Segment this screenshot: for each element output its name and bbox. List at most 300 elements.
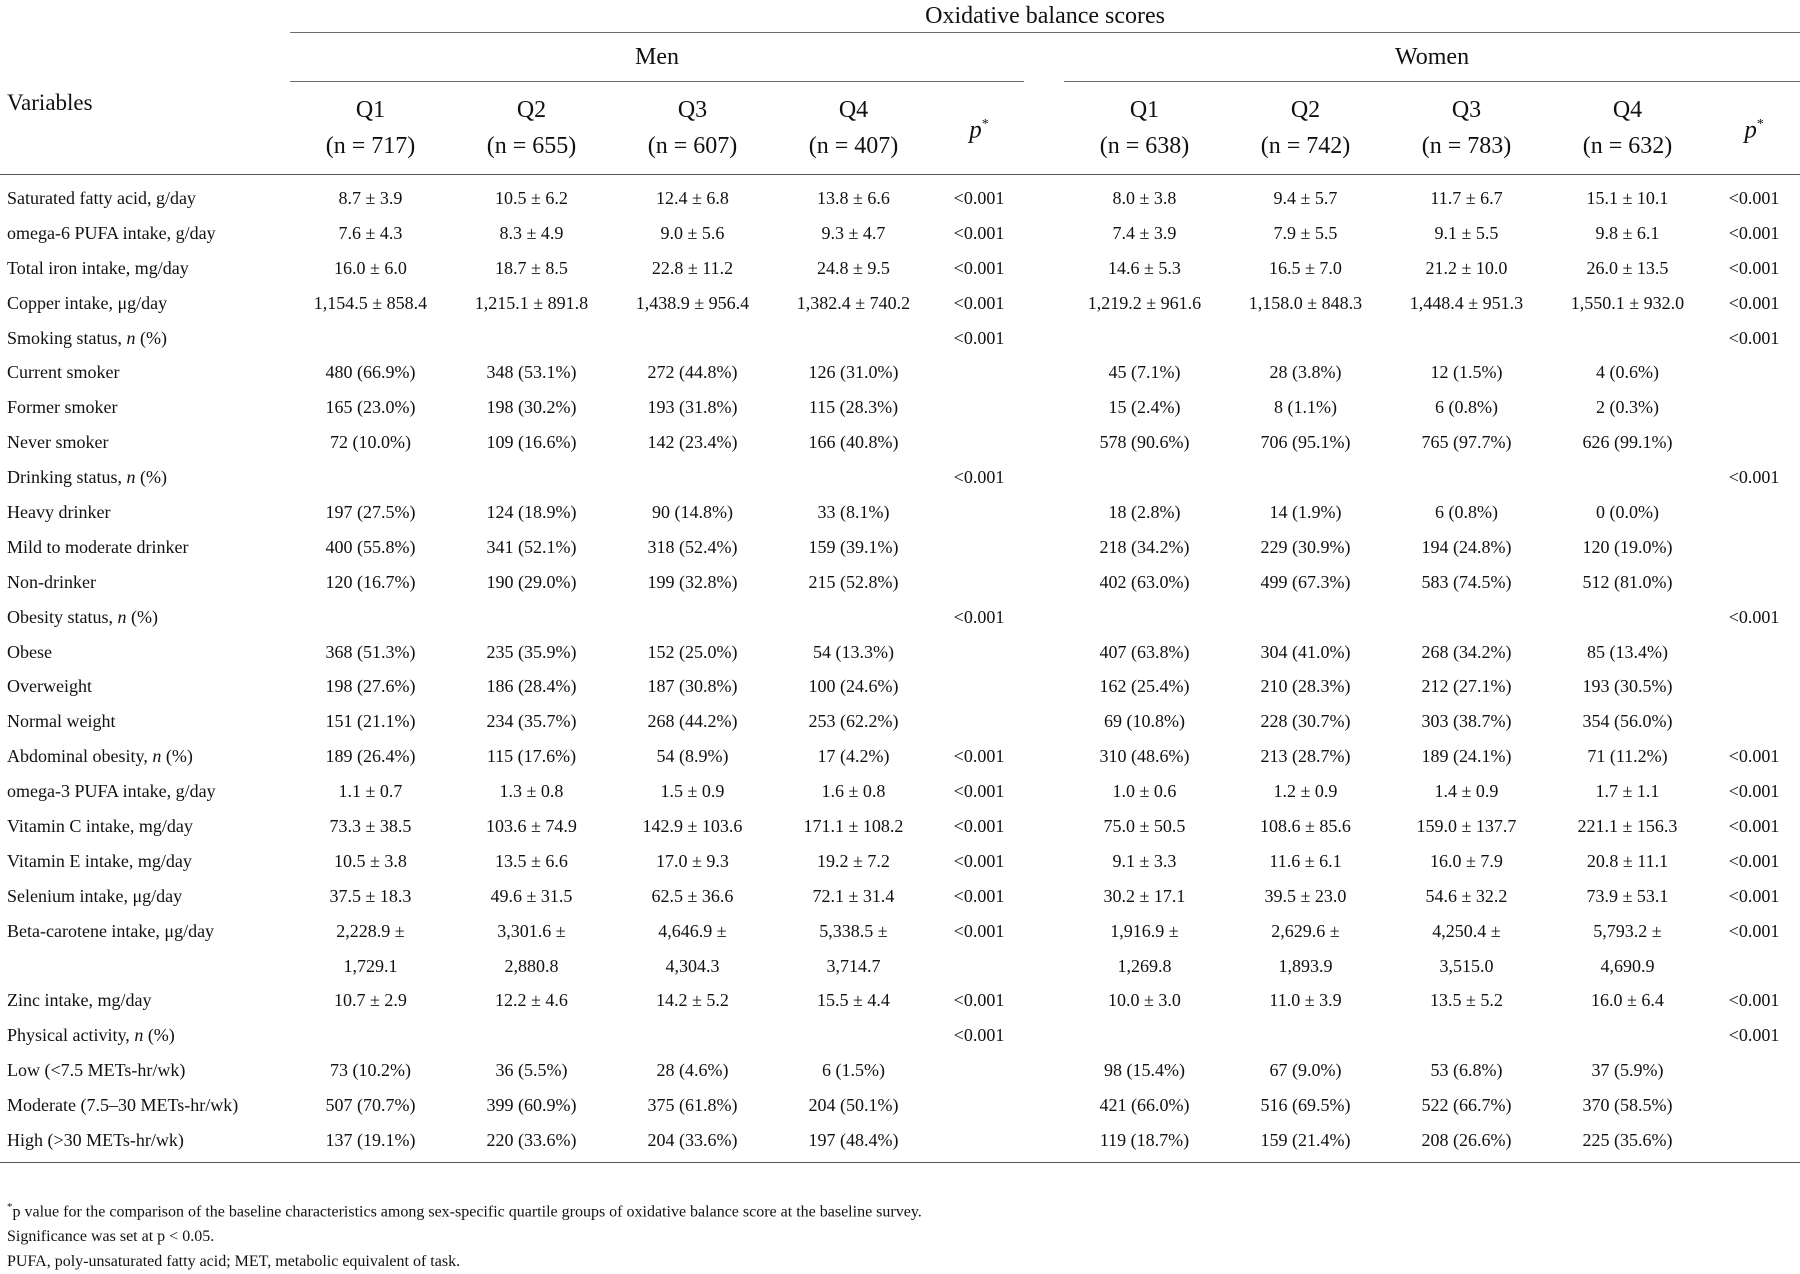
- women-p-value: <0.001: [1728, 746, 1780, 767]
- women-p-value: <0.001: [1728, 467, 1780, 488]
- variable-label: Normal weight: [7, 711, 116, 732]
- women-q1-value: [1064, 460, 1225, 495]
- variable-label: Non-drinker: [7, 571, 96, 592]
- women-q3-value: 6 (0.8%): [1435, 397, 1498, 418]
- men-q1-value: 1,729.1: [343, 955, 398, 976]
- women-q2-value: 28 (3.8%): [1269, 362, 1342, 383]
- women-q3-value: 13.5 ± 5.2: [1430, 990, 1503, 1011]
- women-q1-value: 407 (63.8%): [1099, 641, 1190, 662]
- men-header: Men: [290, 33, 1024, 82]
- men-q1-value: [290, 460, 451, 495]
- variable-label: Never smoker: [7, 432, 109, 453]
- women-q1-value: 7.4 ± 3.9: [1112, 222, 1177, 243]
- men-q4-value: 19.2 ± 7.2: [817, 850, 890, 871]
- men-p-value: [934, 495, 1024, 530]
- table-row: [0, 251, 1800, 286]
- men-q3-value: 28 (4.6%): [656, 1060, 729, 1081]
- women-q2-value: 7.9 ± 5.5: [1273, 222, 1338, 243]
- women-q3-value: 189 (24.1%): [1421, 746, 1512, 767]
- quartile-label: Q1: [1129, 97, 1160, 123]
- men-q1-value: 10.7 ± 2.9: [334, 990, 407, 1011]
- men-q4-value: 33 (8.1%): [817, 501, 890, 522]
- women-p-value: <0.001: [1728, 606, 1780, 627]
- men-q3-value: 54 (8.9%): [656, 746, 729, 767]
- men-q3-value: 12.4 ± 6.8: [656, 187, 729, 208]
- sample-size: (n = 783): [1421, 133, 1512, 159]
- variable-label: Obese: [7, 641, 52, 662]
- women-q3-value: 159.0 ± 137.7: [1416, 815, 1517, 836]
- men-q1-value: [290, 1018, 451, 1053]
- men-p-value: [934, 669, 1024, 704]
- table-row: [0, 495, 1800, 530]
- men-q2-value: 220 (33.6%): [451, 1123, 612, 1162]
- women-q2-value: [1225, 460, 1386, 495]
- table-row: [0, 530, 1800, 565]
- men-q2-value: 2,880.8: [504, 955, 559, 976]
- men-q1-value: 7.6 ± 4.3: [338, 222, 403, 243]
- men-q2-value: 8.3 ± 4.9: [499, 222, 564, 243]
- men-q3-value: 199 (32.8%): [647, 571, 738, 592]
- men-p-value: [934, 355, 1024, 390]
- women-q4-value: 20.8 ± 11.1: [1586, 850, 1669, 871]
- women-p-value: <0.001: [1728, 1025, 1780, 1046]
- footnotes: [7, 1195, 922, 1274]
- men-q4-value: [773, 460, 934, 495]
- women-q1-header: [1064, 82, 1225, 175]
- women-q3-value: 11.7 ± 6.7: [1430, 187, 1503, 208]
- variable-label: Vitamin C intake, mg/day: [7, 815, 193, 836]
- men-q1-value: 400 (55.8%): [325, 536, 416, 557]
- women-q4-value: 193 (30.5%): [1582, 676, 1673, 697]
- men-q2-value: 10.5 ± 6.2: [495, 187, 568, 208]
- table-row: [0, 844, 1800, 879]
- men-q2-value: 49.6 ± 31.5: [490, 885, 573, 906]
- men-q1-value: 73.3 ± 38.5: [329, 815, 412, 836]
- women-q3-value: [1386, 460, 1547, 495]
- men-q3-value: [612, 321, 773, 356]
- men-q2-value: 234 (35.7%): [486, 711, 577, 732]
- women-q3-value: 583 (74.5%): [1421, 571, 1512, 592]
- women-q4-value: 1,550.1 ± 932.0: [1570, 292, 1685, 313]
- table-row: [0, 739, 1800, 774]
- women-p-value: [1708, 1053, 1800, 1088]
- men-q3-value: 62.5 ± 36.6: [651, 885, 734, 906]
- men-q2-value: 12.2 ± 4.6: [495, 990, 568, 1011]
- men-q4-value: 5,338.5 ±: [819, 920, 888, 941]
- men-q4-value: 253 (62.2%): [808, 711, 899, 732]
- sample-size: (n = 638): [1099, 133, 1190, 159]
- men-q2-value: 103.6 ± 74.9: [486, 815, 577, 836]
- men-q1-header: [290, 82, 451, 175]
- men-p-value: <0.001: [953, 781, 1005, 802]
- men-q3-value: 142.9 ± 103.6: [642, 815, 743, 836]
- women-q1-value: 98 (15.4%): [1104, 1060, 1185, 1081]
- men-q2-value: 399 (60.9%): [486, 1095, 577, 1116]
- women-q2-value: 14 (1.9%): [1269, 501, 1342, 522]
- men-q3-value: 272 (44.8%): [647, 362, 738, 383]
- men-q4-value: 72.1 ± 31.4: [812, 885, 895, 906]
- men-q2-value: [451, 321, 612, 356]
- table-row: [0, 175, 1800, 216]
- men-q2-value: 36 (5.5%): [495, 1060, 568, 1081]
- women-q2-value: 1.2 ± 0.9: [1273, 781, 1338, 802]
- women-q2-value: 9.4 ± 5.7: [1273, 187, 1338, 208]
- women-p-value: [1708, 704, 1800, 739]
- women-q2-value: 499 (67.3%): [1260, 571, 1351, 592]
- men-q1-value: 1,154.5 ± 858.4: [313, 292, 428, 313]
- super-header: Oxidative balance scores: [290, 0, 1800, 33]
- women-q2-header: [1225, 82, 1386, 175]
- men-p-value: <0.001: [953, 746, 1005, 767]
- men-q3-value: 187 (30.8%): [647, 676, 738, 697]
- women-p-value: [1708, 355, 1800, 390]
- women-q1-value: [1064, 600, 1225, 635]
- men-q2-value: 1.3 ± 0.8: [499, 781, 564, 802]
- women-p-value: <0.001: [1728, 327, 1780, 348]
- men-q4-value: 126 (31.0%): [808, 362, 899, 383]
- women-q1-value: 421 (66.0%): [1099, 1095, 1190, 1116]
- men-q2-value: 1,215.1 ± 891.8: [474, 292, 589, 313]
- women-q3-value: 54.6 ± 32.2: [1425, 885, 1508, 906]
- men-q3-value: 17.0 ± 9.3: [656, 850, 729, 871]
- women-q3-value: 53 (6.8%): [1430, 1060, 1503, 1081]
- women-q1-value: 218 (34.2%): [1099, 536, 1190, 557]
- women-q3-value: 4,250.4 ±: [1432, 920, 1501, 941]
- footnote-abbreviations: PUFA, poly-unsaturated fatty acid; MET, metabolic equivalent of task.: [7, 1253, 461, 1271]
- women-q4-value: 37 (5.9%): [1591, 1060, 1664, 1081]
- men-q3-value: 193 (31.8%): [647, 397, 738, 418]
- men-q3-value: 4,304.3: [665, 955, 720, 976]
- women-q4-value: 512 (81.0%): [1582, 571, 1673, 592]
- men-q3-value: [612, 1018, 773, 1053]
- variable-label: Smoking status, n (%): [7, 327, 167, 348]
- women-q1-value: 30.2 ± 17.1: [1103, 885, 1186, 906]
- men-q4-value: 166 (40.8%): [808, 432, 899, 453]
- women-q4-value: 5,793.2 ±: [1593, 920, 1662, 941]
- men-q4-header: [773, 82, 934, 175]
- men-q1-value: 198 (27.6%): [325, 676, 416, 697]
- women-q1-value: [1064, 321, 1225, 356]
- men-p-value: <0.001: [953, 606, 1005, 627]
- women-q2-value: 159 (21.4%): [1225, 1123, 1386, 1162]
- table-row: [0, 1088, 1800, 1123]
- men-p-value: [934, 1053, 1024, 1088]
- men-q4-value: 15.5 ± 4.4: [817, 990, 890, 1011]
- table-row: [0, 321, 1800, 356]
- women-q2-value: 1,893.9: [1278, 955, 1333, 976]
- variable-label: [0, 949, 290, 984]
- women-q2-value: [1225, 321, 1386, 356]
- variable-label: omega-6 PUFA intake, g/day: [7, 222, 216, 243]
- variable-label: Vitamin E intake, mg/day: [7, 850, 192, 871]
- men-q4-value: 215 (52.8%): [808, 571, 899, 592]
- variable-label: Zinc intake, mg/day: [7, 990, 152, 1011]
- variable-label: High (>30 METs-hr/wk): [0, 1123, 290, 1162]
- women-q2-value: 108.6 ± 85.6: [1260, 815, 1351, 836]
- table-row: [0, 1053, 1800, 1088]
- table-row: [0, 1018, 1800, 1053]
- table-row: [0, 1123, 1800, 1162]
- women-p-value: <0.001: [1728, 292, 1780, 313]
- men-q1-value: 16.0 ± 6.0: [334, 257, 407, 278]
- women-q1-value: 1,269.8: [1117, 955, 1172, 976]
- men-p-value: <0.001: [953, 222, 1005, 243]
- men-q1-value: [290, 321, 451, 356]
- table-row: [0, 216, 1800, 251]
- men-q4-value: [773, 600, 934, 635]
- men-q1-value: 2,228.9 ±: [336, 920, 405, 941]
- variable-label: Selenium intake, μg/day: [7, 885, 183, 906]
- women-q1-value: 14.6 ± 5.3: [1108, 257, 1181, 278]
- women-q4-value: 71 (11.2%): [1587, 746, 1668, 767]
- variables-header: Variables: [0, 33, 290, 175]
- women-q1-value: 8.0 ± 3.8: [1112, 187, 1177, 208]
- women-q4-value: 1.7 ± 1.1: [1595, 781, 1660, 802]
- men-q3-value: 142 (23.4%): [647, 432, 738, 453]
- men-q4-value: [773, 1018, 934, 1053]
- men-p-value: <0.001: [953, 257, 1005, 278]
- variable-label: omega-3 PUFA intake, g/day: [7, 781, 216, 802]
- women-q3-value: [1386, 600, 1547, 635]
- men-p-value: [934, 530, 1024, 565]
- men-p-value: <0.001: [953, 1025, 1005, 1046]
- men-q4-value: 13.8 ± 6.6: [817, 187, 890, 208]
- men-q4-value: 159 (39.1%): [808, 536, 899, 557]
- women-q2-value: 228 (30.7%): [1260, 711, 1351, 732]
- men-p-value: <0.001: [953, 187, 1005, 208]
- women-q3-value: [1386, 321, 1547, 356]
- sample-size: (n = 655): [486, 133, 577, 159]
- men-q2-value: [451, 460, 612, 495]
- women-q2-value: 229 (30.9%): [1260, 536, 1351, 557]
- men-p-value: <0.001: [953, 850, 1005, 871]
- women-q4-value: 370 (58.5%): [1582, 1095, 1673, 1116]
- women-q4-value: 221.1 ± 156.3: [1577, 815, 1678, 836]
- women-q2-value: 11.0 ± 3.9: [1269, 990, 1342, 1011]
- women-q1-value: 69 (10.8%): [1104, 711, 1185, 732]
- women-q2-value: [1225, 1018, 1386, 1053]
- women-q4-header: [1547, 82, 1708, 175]
- men-p-value: [934, 704, 1024, 739]
- variable-label: Saturated fatty acid, g/day: [7, 187, 196, 208]
- men-q3-value: 152 (25.0%): [647, 641, 738, 662]
- women-q3-value: 212 (27.1%): [1421, 676, 1512, 697]
- men-q3-value: 268 (44.2%): [647, 711, 738, 732]
- men-q4-value: 115 (28.3%): [808, 397, 899, 418]
- women-q3-value: 194 (24.8%): [1421, 536, 1512, 557]
- women-q1-value: 75.0 ± 50.5: [1103, 815, 1186, 836]
- women-p-value: [1708, 565, 1800, 600]
- men-q2-value: 341 (52.1%): [486, 536, 577, 557]
- quartile-label: Q4: [1612, 97, 1643, 123]
- men-q4-value: 1.6 ± 0.8: [821, 781, 886, 802]
- men-q3-value: 1,438.9 ± 956.4: [635, 292, 750, 313]
- women-q4-value: 26.0 ± 13.5: [1586, 257, 1669, 278]
- men-p-value: [934, 1088, 1024, 1123]
- quartile-label: Q3: [677, 97, 708, 123]
- men-q2-value: 198 (30.2%): [486, 397, 577, 418]
- men-q4-value: 3,714.7: [826, 955, 881, 976]
- men-q3-value: 204 (33.6%): [612, 1123, 773, 1162]
- women-q2-value: 706 (95.1%): [1260, 432, 1351, 453]
- men-q2-value: 115 (17.6%): [486, 746, 577, 767]
- sample-size: (n = 742): [1260, 133, 1351, 159]
- variable-label: Former smoker: [7, 397, 118, 418]
- men-q1-value: 165 (23.0%): [325, 397, 416, 418]
- quartile-label: Q2: [1290, 97, 1321, 123]
- quartile-label: Q4: [838, 97, 869, 123]
- variable-label: Obesity status, n (%): [7, 606, 158, 627]
- men-q1-value: 507 (70.7%): [325, 1095, 416, 1116]
- variable-label: Low (<7.5 METs-hr/wk): [7, 1060, 186, 1081]
- men-q3-value: 22.8 ± 11.2: [651, 257, 734, 278]
- women-p-value: [1708, 635, 1800, 670]
- women-q1-value: 310 (48.6%): [1099, 746, 1190, 767]
- women-p-value: <0.001: [1728, 990, 1780, 1011]
- men-q2-value: 124 (18.9%): [486, 501, 577, 522]
- men-q1-value: 10.5 ± 3.8: [334, 850, 407, 871]
- men-q1-value: 120 (16.7%): [325, 571, 416, 592]
- men-p-value: [934, 635, 1024, 670]
- table-row: [0, 809, 1800, 844]
- men-q2-value: 235 (35.9%): [486, 641, 577, 662]
- men-q4-value: 54 (13.3%): [813, 641, 894, 662]
- table-row: [0, 914, 1800, 949]
- women-q3-value: 208 (26.6%): [1386, 1123, 1547, 1162]
- women-q2-value: 8 (1.1%): [1274, 397, 1337, 418]
- women-q1-value: 402 (63.0%): [1099, 571, 1190, 592]
- footnote-significance: Significance was set at p < 0.05.: [7, 1228, 215, 1246]
- women-p-value: [1708, 495, 1800, 530]
- table-row: [0, 949, 1800, 984]
- women-q3-value: 9.1 ± 5.5: [1434, 222, 1499, 243]
- women-q3-value: 522 (66.7%): [1421, 1095, 1512, 1116]
- women-q2-value: 16.5 ± 7.0: [1269, 257, 1342, 278]
- table-row: [0, 704, 1800, 739]
- men-q3-value: [612, 600, 773, 635]
- table-row: [0, 600, 1800, 635]
- table-row: [0, 635, 1800, 670]
- men-q4-value: 9.3 ± 4.7: [821, 222, 886, 243]
- women-q3-value: 765 (97.7%): [1421, 432, 1512, 453]
- women-q3-header: [1386, 82, 1547, 175]
- men-q4-value: 1,382.4 ± 740.2: [796, 292, 911, 313]
- men-q2-value: 3,301.6 ±: [497, 920, 566, 941]
- men-p-value: <0.001: [953, 292, 1005, 313]
- women-q3-value: 268 (34.2%): [1421, 641, 1512, 662]
- men-q4-value: 204 (50.1%): [808, 1095, 899, 1116]
- men-q1-value: 151 (21.1%): [325, 711, 416, 732]
- men-q1-value: 8.7 ± 3.9: [338, 187, 403, 208]
- women-q3-value: 6 (0.8%): [1435, 501, 1498, 522]
- variable-label: Abdominal obesity, n (%): [7, 746, 193, 767]
- men-q4-value: 24.8 ± 9.5: [817, 257, 890, 278]
- men-q1-value: 197 (27.5%): [325, 501, 416, 522]
- variable-label: Moderate (7.5–30 METs-hr/wk): [7, 1095, 239, 1116]
- women-q3-value: 12 (1.5%): [1430, 362, 1503, 383]
- women-q2-value: 210 (28.3%): [1260, 676, 1351, 697]
- women-q2-value: 39.5 ± 23.0: [1264, 885, 1347, 906]
- women-q2-value: 67 (9.0%): [1269, 1060, 1342, 1081]
- women-q4-value: [1547, 321, 1708, 356]
- women-p-value: [1708, 530, 1800, 565]
- women-q4-value: 4 (0.6%): [1596, 362, 1659, 383]
- variable-label: Current smoker: [7, 362, 120, 383]
- quartile-label: Q3: [1451, 97, 1482, 123]
- women-q1-value: 1,916.9 ±: [1110, 920, 1179, 941]
- variable-label: Beta-carotene intake, μg/day: [7, 920, 215, 941]
- quartile-label: Q1: [355, 97, 386, 123]
- men-q3-value: 318 (52.4%): [647, 536, 738, 557]
- women-q4-value: 2 (0.3%): [1596, 397, 1659, 418]
- men-p-value: <0.001: [953, 467, 1005, 488]
- men-q3-value: 1.5 ± 0.9: [660, 781, 725, 802]
- men-p-value: <0.001: [953, 920, 1005, 941]
- women-q1-value: 578 (90.6%): [1099, 432, 1190, 453]
- women-q4-value: [1547, 600, 1708, 635]
- men-p-value: [934, 425, 1024, 460]
- men-q1-value: 1.1 ± 0.7: [338, 781, 403, 802]
- women-q3-value: 303 (38.7%): [1421, 711, 1512, 732]
- variable-label: Copper intake, μg/day: [7, 292, 168, 313]
- women-p-value: [1708, 949, 1800, 984]
- table-row: [0, 286, 1800, 321]
- women-q4-value: 626 (99.1%): [1582, 432, 1673, 453]
- women-q4-value: 354 (56.0%): [1582, 711, 1673, 732]
- men-q1-value: 368 (51.3%): [325, 641, 416, 662]
- table-row: [0, 983, 1800, 1018]
- women-q2-value: 1,158.0 ± 848.3: [1248, 292, 1363, 313]
- table-row: [0, 460, 1800, 495]
- women-q3-value: [1386, 1018, 1547, 1053]
- table-row: [0, 355, 1800, 390]
- women-q2-value: 304 (41.0%): [1260, 641, 1351, 662]
- women-p-value: [1708, 390, 1800, 425]
- women-p-value: [1708, 1088, 1800, 1123]
- women-p-header: p*: [1708, 82, 1800, 175]
- men-q2-value: 109 (16.6%): [486, 432, 577, 453]
- men-p-value: [934, 390, 1024, 425]
- men-q2-value: 13.5 ± 6.6: [495, 850, 568, 871]
- men-q4-value: 17 (4.2%): [817, 746, 890, 767]
- men-q1-value: [290, 600, 451, 635]
- women-p-value: <0.001: [1728, 850, 1780, 871]
- footnote-p-value: *p value for the comparison of the baseline characteristics among sex-specific quartile groups of oxidative balance score at the baseline survey.: [7, 1201, 922, 1221]
- women-p-value: <0.001: [1728, 885, 1780, 906]
- women-q1-value: 119 (18.7%): [1064, 1123, 1225, 1162]
- men-q2-value: [451, 1018, 612, 1053]
- women-q4-value: 0 (0.0%): [1596, 501, 1659, 522]
- men-q2-value: 18.7 ± 8.5: [495, 257, 568, 278]
- variable-label: Mild to moderate drinker: [7, 536, 189, 557]
- men-q1-value: 480 (66.9%): [325, 362, 416, 383]
- men-p-value: <0.001: [953, 990, 1005, 1011]
- women-q4-value: 85 (13.4%): [1587, 641, 1668, 662]
- men-q3-value: 14.2 ± 5.2: [656, 990, 729, 1011]
- table-row: [0, 669, 1800, 704]
- women-p-value: <0.001: [1728, 781, 1780, 802]
- men-q3-value: 9.0 ± 5.6: [660, 222, 725, 243]
- women-p-value: [1708, 1123, 1800, 1162]
- women-q2-value: [1225, 600, 1386, 635]
- women-p-value: <0.001: [1728, 815, 1780, 836]
- women-q4-value: 225 (35.6%): [1547, 1123, 1708, 1162]
- women-q2-value: 213 (28.7%): [1260, 746, 1351, 767]
- variable-label: Total iron intake, mg/day: [7, 257, 189, 278]
- table-row: [0, 390, 1800, 425]
- variable-label: Drinking status, n (%): [7, 467, 167, 488]
- women-p-value: <0.001: [1728, 257, 1780, 278]
